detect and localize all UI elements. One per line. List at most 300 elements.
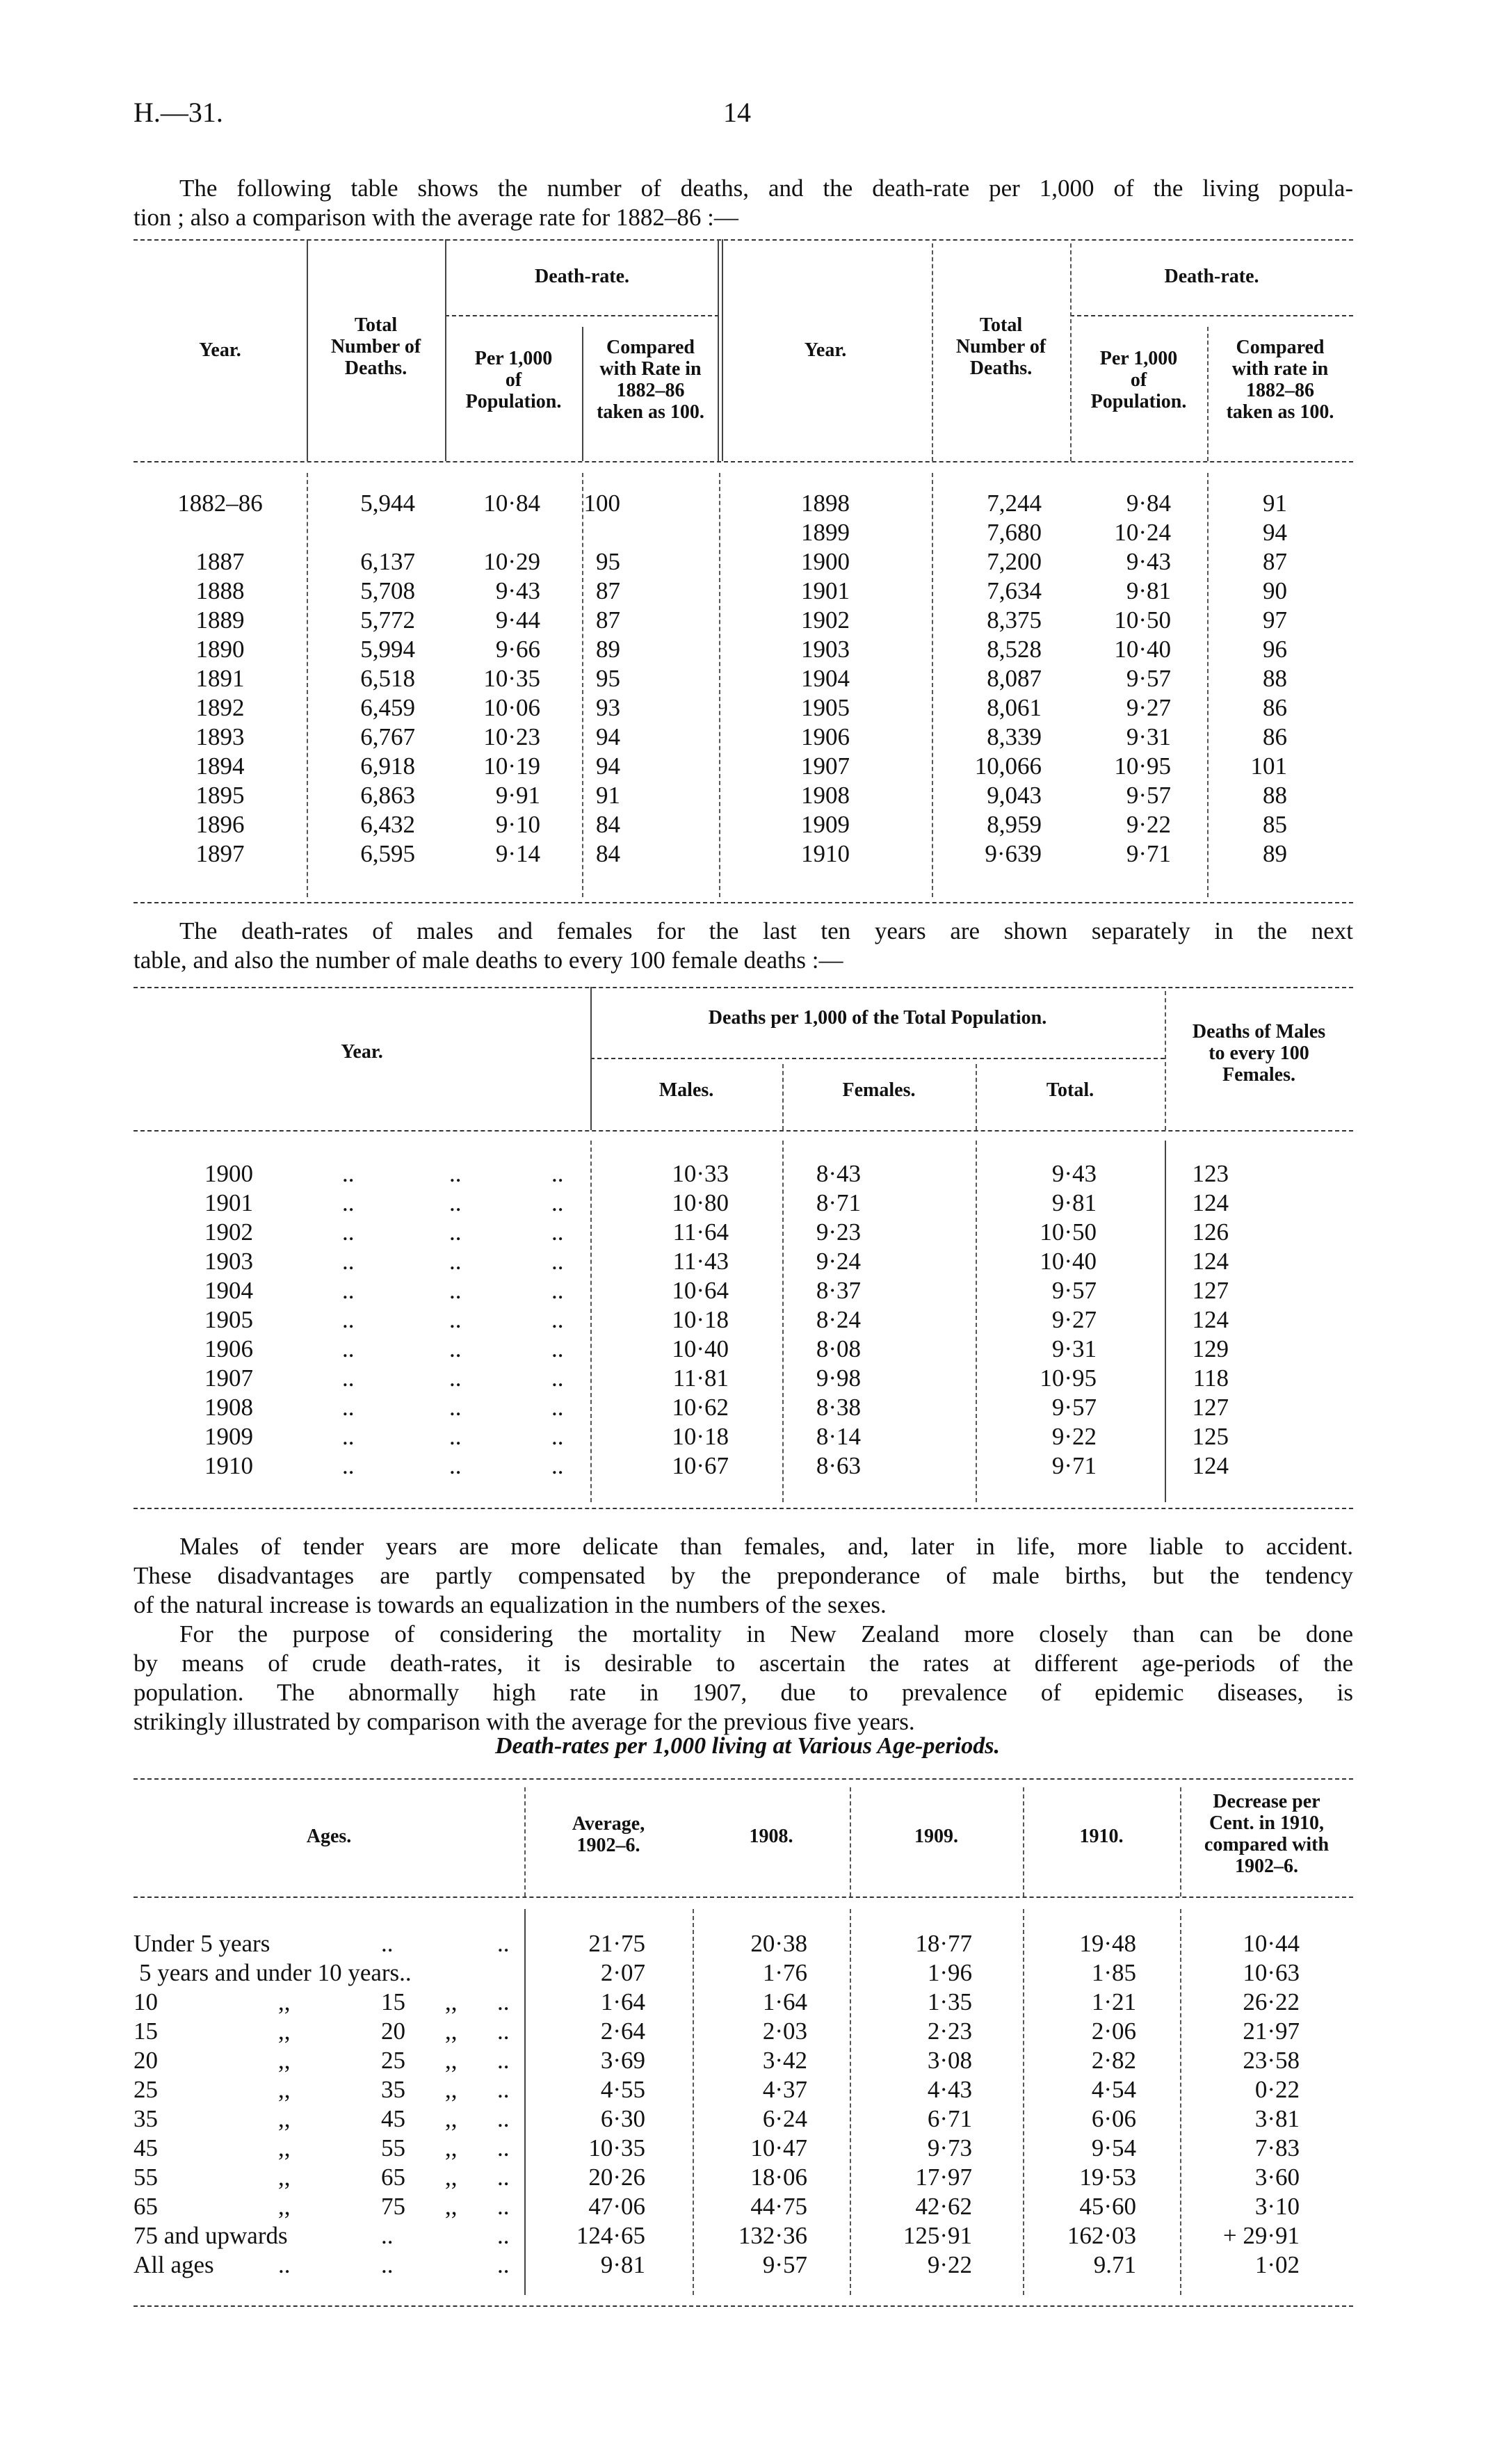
column-header: Year.: [804, 339, 847, 361]
decrease-cell: 3·10: [1254, 2193, 1300, 2220]
paragraph-line: tion ; also a comparison with the average rate for 1882–86 :—: [134, 204, 738, 231]
males-cell: 10·80: [672, 1189, 729, 1216]
age-part: ,,: [278, 1988, 291, 2015]
age-part: ,,: [278, 2193, 291, 2220]
ratio-cell: 124: [1192, 1306, 1229, 1333]
y1910-cell: 1·85: [1091, 1959, 1136, 1986]
dot-leader: ..: [551, 1306, 564, 1333]
y1910-cell: 9.71: [1093, 2251, 1136, 2278]
average-cell: 9·81: [600, 2251, 645, 2278]
average-cell: 124·65: [576, 2222, 645, 2249]
total-cell: 10·50: [1040, 1218, 1097, 1246]
average-cell: 10·35: [588, 2134, 645, 2161]
year-cell: 1909: [801, 811, 850, 838]
year-cell: 1889: [195, 606, 245, 634]
rule-line: [1070, 315, 1353, 316]
y1909-cell: 42·62: [915, 2193, 972, 2220]
y1909-cell: 9·22: [927, 2251, 972, 2278]
compared-cell: 84: [596, 811, 620, 838]
column-header: 1909.: [914, 1826, 958, 1847]
age-part: ,,: [445, 2193, 458, 2220]
year-cell: 1902: [801, 606, 850, 634]
age-part: ..: [497, 2193, 510, 2220]
decrease-cell: + 29·91: [1222, 2222, 1300, 2249]
total-cell: 9·57: [1051, 1277, 1097, 1304]
dot-leader: ..: [342, 1160, 355, 1187]
paragraph-line: by means of crude death-rates, it is desirable to ascertain the rates at different age-periods of the: [134, 1650, 1353, 1677]
compared-cell: 86: [1263, 723, 1287, 750]
rate-cell: 9·57: [1126, 665, 1171, 692]
age-part: ,,: [445, 2018, 458, 2045]
age-part: 55: [381, 2134, 405, 2161]
age-part: ,,: [278, 2018, 291, 2045]
age-part: 35: [381, 2076, 405, 2103]
dot-leader: ..: [449, 1189, 462, 1216]
y1910-cell: 19·53: [1079, 2164, 1136, 2191]
females-cell: 8·24: [816, 1306, 861, 1333]
age-part: ,,: [278, 2076, 291, 2103]
year-cell: 1898: [801, 490, 850, 517]
column-header: Compared with rate in 1882–86 taken as 100.: [1226, 337, 1334, 423]
ratio-cell: 123: [1192, 1160, 1229, 1187]
age-label: 65: [134, 2193, 158, 2220]
compared-cell: 94: [596, 752, 620, 780]
year-cell: 1909: [204, 1423, 253, 1450]
y1908-cell: 4·37: [762, 2076, 807, 2103]
rule-line: [134, 1778, 1353, 1780]
total-cell: 9·22: [1051, 1423, 1097, 1450]
rule-line: [590, 1058, 1165, 1059]
decrease-cell: 3·60: [1254, 2164, 1300, 2191]
deaths-cell: 6,767: [360, 723, 415, 750]
column-header: Deaths per 1,000 of the Total Population.: [708, 1007, 1047, 1029]
compared-cell: 90: [1263, 577, 1287, 604]
year-cell: 1888: [195, 577, 245, 604]
age-label: 45: [134, 2134, 158, 2161]
age-part: 25: [381, 2047, 405, 2074]
decrease-cell: 0·22: [1254, 2076, 1300, 2103]
year-cell: 1899: [801, 519, 850, 546]
average-cell: 2·64: [600, 2018, 645, 2045]
deaths-cell: 7,244: [987, 490, 1042, 517]
y1908-cell: 9·57: [762, 2251, 807, 2278]
year-cell: 1901: [204, 1189, 253, 1216]
males-cell: 11·64: [672, 1218, 729, 1246]
rate-cell: 10·29: [483, 548, 540, 575]
deaths-cell: 7,200: [987, 548, 1042, 575]
column-header: 1908.: [749, 1826, 793, 1847]
compared-cell: 94: [596, 723, 620, 750]
deaths-cell: 6,432: [360, 811, 415, 838]
males-cell: 11·81: [672, 1364, 729, 1392]
males-cell: 10·40: [672, 1335, 729, 1362]
rate-cell: 9·57: [1126, 782, 1171, 809]
average-cell: 4·55: [600, 2076, 645, 2103]
age-part: ..: [497, 2076, 510, 2103]
age-part: ..: [381, 1930, 394, 1957]
deaths-cell: 5,994: [360, 636, 415, 663]
y1908-cell: 2·03: [762, 2018, 807, 2045]
age-label: 75 and upwards: [134, 2222, 288, 2249]
dot-leader: ..: [342, 1218, 355, 1246]
page-number: 14: [723, 97, 751, 128]
total-cell: 9·71: [1051, 1452, 1097, 1479]
rule-line: [445, 315, 719, 316]
deaths-cell: 6,918: [360, 752, 415, 780]
paragraph-line: table, and also the number of male deaths to every 100 female deaths :—: [134, 947, 843, 974]
year-cell: 1906: [801, 723, 850, 750]
dot-leader: ..: [342, 1452, 355, 1479]
rate-cell: 9·10: [495, 811, 540, 838]
y1909-cell: 1·35: [927, 1988, 972, 2015]
deaths-cell: 6,137: [360, 548, 415, 575]
females-cell: 9·24: [816, 1248, 861, 1275]
y1910-cell: 45·60: [1079, 2193, 1136, 2220]
y1908-cell: 44·75: [750, 2193, 807, 2220]
deaths-cell: 7,634: [987, 577, 1042, 604]
series-reference: H.—31.: [134, 97, 223, 128]
y1908-cell: 1·76: [762, 1959, 807, 1986]
males-cell: 10·67: [672, 1452, 729, 1479]
year-cell: 1896: [195, 811, 245, 838]
y1910-cell: 1·21: [1091, 1988, 1136, 2015]
dot-leader: ..: [449, 1364, 462, 1392]
paragraph-line: strikingly illustrated by comparison with the average for the previous five years.: [134, 1708, 915, 1735]
paragraph-line: Males of tender years are more delicate than females, and, later in life, more liable to accident.: [179, 1533, 1353, 1560]
age-part: ..: [497, 2018, 510, 2045]
dot-leader: ..: [449, 1423, 462, 1450]
sex-rates-paragraph: [134, 917, 1353, 975]
ratio-cell: 127: [1192, 1277, 1229, 1304]
females-cell: 9·23: [816, 1218, 861, 1246]
ratio-cell: 124: [1192, 1189, 1229, 1216]
age-label: 5 years and under 10 years..: [139, 1959, 412, 1986]
rule-line: [134, 1130, 1353, 1132]
paragraph-line: of the natural increase is towards an equalization in the numbers of the sexes.: [134, 1591, 887, 1618]
age-periods-paragraph: [134, 1532, 1353, 1737]
rule-line: [134, 461, 1353, 462]
rate-cell: 10·40: [1114, 636, 1171, 663]
y1908-cell: 18·06: [750, 2164, 807, 2191]
column-header: Total.: [1046, 1079, 1094, 1101]
age-part: ,,: [445, 2076, 458, 2103]
year-cell: 1905: [204, 1306, 253, 1333]
age-part: ,,: [278, 2164, 291, 2191]
year-cell: 1907: [801, 752, 850, 780]
age-part: 65: [381, 2164, 405, 2191]
males-cell: 10·33: [672, 1160, 729, 1187]
age-part: ..: [497, 2251, 510, 2278]
rule-line: [134, 987, 1353, 988]
age-part: ..: [497, 1988, 510, 2015]
y1910-cell: 2·06: [1091, 2018, 1136, 2045]
deaths-cell: 5,772: [360, 606, 415, 634]
average-cell: 1·64: [600, 1988, 645, 2015]
age-part: ..: [497, 2134, 510, 2161]
males-cell: 10·18: [672, 1423, 729, 1450]
dot-leader: ..: [342, 1394, 355, 1421]
column-header: Total Number of Deaths.: [955, 314, 1046, 379]
rate-cell: 9·14: [495, 840, 540, 867]
rule-line: [134, 239, 1353, 241]
column-header: Year.: [199, 339, 241, 361]
dot-leader: ..: [342, 1189, 355, 1216]
age-part: 15: [381, 1988, 405, 2015]
compared-cell: 89: [596, 636, 620, 663]
year-cell: 1892: [195, 694, 245, 721]
age-part: ,,: [278, 2047, 291, 2074]
deaths-cell: 9,043: [987, 782, 1042, 809]
year-cell: 1903: [204, 1248, 253, 1275]
y1910-cell: 6·06: [1091, 2105, 1136, 2132]
column-header: Males.: [658, 1079, 714, 1101]
dot-leader: ..: [551, 1160, 564, 1187]
age-part: ,,: [445, 2134, 458, 2161]
age-part: ,,: [445, 1988, 458, 2015]
year-cell: 1900: [801, 548, 850, 575]
deaths-cell: 6,595: [360, 840, 415, 867]
rule-line: [134, 2305, 1353, 2307]
age-label: All ages: [134, 2251, 214, 2278]
age-part: ..: [497, 2222, 510, 2249]
decrease-cell: 7·83: [1254, 2134, 1300, 2161]
deaths-cell: 6,863: [360, 782, 415, 809]
ratio-cell: 126: [1192, 1218, 1229, 1246]
deaths-cell: 8,959: [987, 811, 1042, 838]
age-part: ..: [497, 1930, 510, 1957]
ratio-cell: 129: [1192, 1335, 1229, 1362]
deaths-cell: 7,680: [987, 519, 1042, 546]
year-cell: 1893: [195, 723, 245, 750]
age-label: 15: [134, 2018, 158, 2045]
compared-cell: 101: [1250, 752, 1287, 780]
compared-cell: 95: [596, 548, 620, 575]
dot-leader: ..: [342, 1277, 355, 1304]
year-cell: 1900: [204, 1160, 253, 1187]
age-part: ..: [278, 2251, 291, 2278]
y1908-cell: 10·47: [750, 2134, 807, 2161]
rate-cell: 10·23: [483, 723, 540, 750]
column-header: Compared with Rate in 1882–86 taken as 100.: [597, 337, 704, 423]
age-part: ..: [497, 2047, 510, 2074]
average-cell: 20·26: [588, 2164, 645, 2191]
year-cell: 1910: [204, 1452, 253, 1479]
rate-cell: 10·84: [483, 490, 540, 517]
year-cell: 1891: [195, 665, 245, 692]
paragraph-line: population. The abnormally high rate in 1907, due to prevalence of epidemic diseases, is: [134, 1679, 1353, 1706]
year-cell: 1908: [801, 782, 850, 809]
y1908-cell: 1·64: [762, 1988, 807, 2015]
rate-cell: 9·66: [495, 636, 540, 663]
decrease-cell: 10·63: [1243, 1959, 1300, 1986]
rate-cell: 9·43: [495, 577, 540, 604]
dot-leader: ..: [342, 1335, 355, 1362]
y1908-cell: 20·38: [750, 1930, 807, 1957]
rate-cell: 9·91: [495, 782, 540, 809]
average-cell: 3·69: [600, 2047, 645, 2074]
y1910-cell: 19·48: [1079, 1930, 1136, 1957]
y1909-cell: 2·23: [927, 2018, 972, 2045]
dot-leader: ..: [551, 1248, 564, 1275]
rate-cell: 10·95: [1114, 752, 1171, 780]
total-cell: 9·81: [1051, 1189, 1097, 1216]
total-cell: 9·27: [1051, 1306, 1097, 1333]
males-cell: 10·18: [672, 1306, 729, 1333]
deaths-cell: 8,339: [987, 723, 1042, 750]
year-cell: 1902: [204, 1218, 253, 1246]
females-cell: 8·37: [816, 1277, 861, 1304]
y1909-cell: 4·43: [927, 2076, 972, 2103]
females-cell: 8·38: [816, 1394, 861, 1421]
rate-cell: 9·31: [1126, 723, 1171, 750]
decrease-cell: 10·44: [1243, 1930, 1300, 1957]
females-cell: 8·43: [816, 1160, 861, 1187]
year-cell: 1897: [195, 840, 245, 867]
compared-cell: 84: [596, 840, 620, 867]
column-header: Decrease per Cent. in 1910, compared with 1902–6.: [1204, 1791, 1330, 1877]
age-label: 35: [134, 2105, 158, 2132]
year-cell: 1907: [204, 1364, 253, 1392]
y1909-cell: 3·08: [927, 2047, 972, 2074]
females-cell: 8·14: [816, 1423, 861, 1450]
decrease-cell: 21·97: [1243, 2018, 1300, 2045]
females-cell: 8·08: [816, 1335, 861, 1362]
column-header: Death-rate.: [534, 266, 630, 287]
dot-leader: ..: [449, 1452, 462, 1479]
rate-cell: 9·44: [495, 606, 540, 634]
age-label: 25: [134, 2076, 158, 2103]
rate-cell: 9·27: [1126, 694, 1171, 721]
column-header: Per 1,000 of Population.: [1090, 348, 1187, 412]
y1909-cell: 17·97: [915, 2164, 972, 2191]
total-cell: 9·57: [1051, 1394, 1097, 1421]
deaths-cell: 8,087: [987, 665, 1042, 692]
y1910-cell: 2·82: [1091, 2047, 1136, 2074]
ratio-cell: 125: [1192, 1423, 1229, 1450]
ratio-cell: 127: [1192, 1394, 1229, 1421]
rate-cell: 10·35: [483, 665, 540, 692]
decrease-cell: 3·81: [1254, 2105, 1300, 2132]
paragraph-line: These disadvantages are partly compensated by the preponderance of male births, but the tendency: [134, 1562, 1353, 1589]
year-cell: 1904: [801, 665, 850, 692]
dot-leader: ..: [551, 1218, 564, 1246]
decrease-cell: 26·22: [1243, 1988, 1300, 2015]
y1909-cell: 1·96: [927, 1959, 972, 1986]
compared-cell: 91: [596, 782, 620, 809]
males-cell: 10·62: [672, 1394, 729, 1421]
y1910-cell: 9·54: [1091, 2134, 1136, 2161]
compared-cell: 86: [1263, 694, 1287, 721]
y1909-cell: 9·73: [927, 2134, 972, 2161]
age-label: 20: [134, 2047, 158, 2074]
year-cell: 1910: [801, 840, 850, 867]
average-cell: 2·07: [600, 1959, 645, 1986]
age-part: ,,: [445, 2047, 458, 2074]
compared-cell: 87: [1263, 548, 1287, 575]
year-cell: 1895: [195, 782, 245, 809]
average-cell: 21·75: [588, 1930, 645, 1957]
compared-cell: 96: [1263, 636, 1287, 663]
compared-cell: 87: [596, 577, 620, 604]
females-cell: 8·63: [816, 1452, 861, 1479]
year-cell: 1887: [195, 548, 245, 575]
age-part: ..: [381, 2251, 394, 2278]
ratio-cell: 124: [1192, 1248, 1229, 1275]
decrease-cell: 1·02: [1254, 2251, 1300, 2278]
compared-cell: 97: [1263, 606, 1287, 634]
y1910-cell: 4·54: [1091, 2076, 1136, 2103]
compared-cell: 87: [596, 606, 620, 634]
total-cell: 10·40: [1040, 1248, 1097, 1275]
decrease-cell: 23·58: [1243, 2047, 1300, 2074]
rule-line: [134, 902, 1353, 903]
paragraph-line: For the purpose of considering the mortality in New Zealand more closely than can be done: [179, 1620, 1353, 1648]
rate-cell: 10·06: [483, 694, 540, 721]
dot-leader: ..: [551, 1423, 564, 1450]
dot-leader: ..: [342, 1248, 355, 1275]
ratio-cell: 124: [1192, 1452, 1229, 1479]
age-part: ,,: [278, 2105, 291, 2132]
age-part: ..: [381, 2222, 394, 2249]
compared-cell: 89: [1263, 840, 1287, 867]
females-cell: 8·71: [816, 1189, 861, 1216]
year-cell: 1894: [195, 752, 245, 780]
dot-leader: ..: [449, 1218, 462, 1246]
deaths-cell: 8,061: [987, 694, 1042, 721]
age-part: ..: [497, 2105, 510, 2132]
year-cell: 1906: [204, 1335, 253, 1362]
age-label: Under 5 years: [134, 1930, 270, 1957]
y1909-cell: 6·71: [927, 2105, 972, 2132]
dot-leader: ..: [551, 1335, 564, 1362]
deaths-cell: 8,528: [987, 636, 1042, 663]
rate-cell: 10·50: [1114, 606, 1171, 634]
y1909-cell: 125·91: [903, 2222, 972, 2249]
rate-cell: 10·19: [483, 752, 540, 780]
column-header: Per 1,000 of Population.: [465, 348, 562, 412]
dot-leader: ..: [551, 1452, 564, 1479]
paragraph-line: The death-rates of males and females for the last ten years are shown separately in the next: [179, 917, 1353, 944]
age-part: ..: [497, 2164, 510, 2191]
rule-line: [134, 1897, 1353, 1898]
age-part: 20: [381, 2018, 405, 2045]
column-header: Total Number of Deaths.: [330, 314, 421, 379]
age-part: ,,: [445, 2164, 458, 2191]
total-cell: 10·95: [1040, 1364, 1097, 1392]
column-header: Deaths of Males to every 100 Females.: [1192, 1021, 1326, 1086]
column-header: 1910.: [1079, 1826, 1124, 1847]
rate-cell: 9·81: [1126, 577, 1171, 604]
age-label: 10: [134, 1988, 158, 2015]
average-cell: 6·30: [600, 2105, 645, 2132]
deaths-cell: 5,944: [360, 490, 415, 517]
rate-cell: 9·22: [1126, 811, 1171, 838]
deaths-cell: 6,459: [360, 694, 415, 721]
rate-cell: 9·84: [1126, 490, 1171, 517]
y1908-cell: 3·42: [762, 2047, 807, 2074]
y1909-cell: 18·77: [915, 1930, 972, 1957]
dot-leader: ..: [342, 1364, 355, 1392]
total-cell: 9·43: [1051, 1160, 1097, 1187]
year-cell: 1905: [801, 694, 850, 721]
column-header: Death-rate.: [1164, 266, 1259, 287]
age-label: 55: [134, 2164, 158, 2191]
compared-cell: 94: [1263, 519, 1287, 546]
column-header: Average, 1902–6.: [572, 1813, 645, 1856]
age-table-caption: Death-rates per 1,000 living at Various Age-periods.: [495, 1733, 1000, 1759]
compared-cell: 91: [1263, 490, 1287, 517]
males-cell: 11·43: [672, 1248, 729, 1275]
